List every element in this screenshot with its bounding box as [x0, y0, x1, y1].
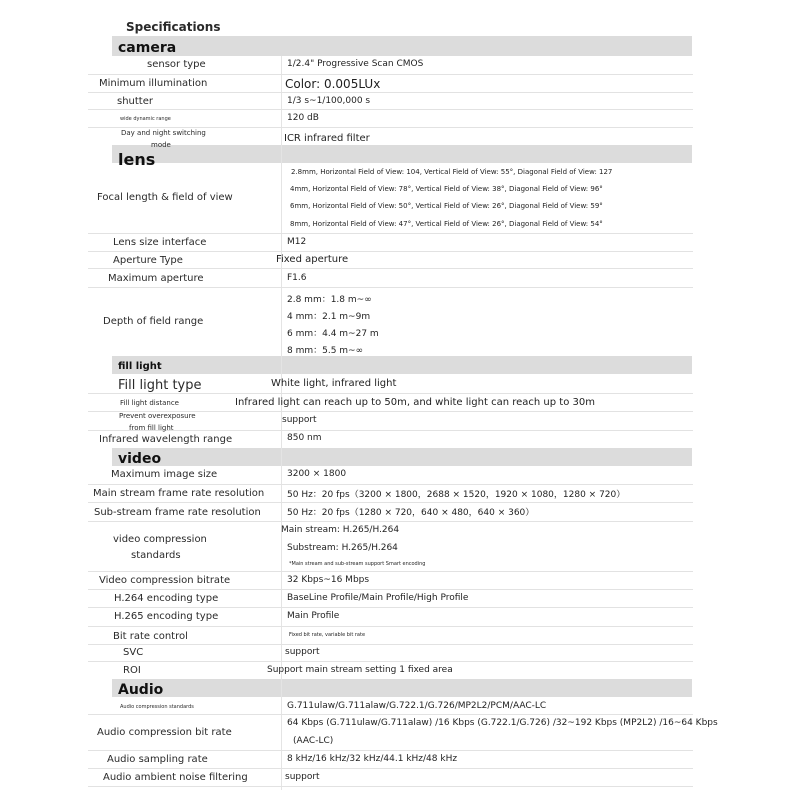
label-day-night-mode-1: Day and night switching: [121, 129, 206, 137]
row-divider: [88, 786, 693, 787]
label-roi: ROI: [123, 665, 141, 676]
value-compression-main: Main stream: H.265/H.264: [281, 525, 400, 535]
value-dof-6mm: 6 mm：4.4 m~27 m: [287, 329, 379, 339]
label-noise-filtering: Audio ambient noise filtering: [103, 772, 248, 783]
row-divider: [88, 589, 693, 590]
value-fill-light-type: White light, infrared light: [271, 378, 397, 389]
label-prevent-overexposure-2: from fill light: [129, 424, 174, 432]
value-prevent-overexposure: support: [282, 415, 317, 425]
value-main-stream-rate: 50 Hz：20 fps（3200 × 1800，2688 × 1520，1920 × 1080，1280 × 720）: [287, 490, 626, 500]
label-max-image-size: Maximum image size: [111, 469, 218, 480]
label-sensor-type: sensor type: [147, 59, 206, 70]
section-band-lens: [112, 145, 692, 163]
row-divider: [88, 251, 693, 252]
row-divider: [88, 268, 693, 269]
label-lens-interface: Lens size interface: [113, 237, 207, 248]
value-noise-filtering: support: [285, 772, 320, 782]
value-compression-note: *Main stream and sub-stream support Smart encoding: [289, 561, 426, 567]
section-audio: Audio: [118, 682, 164, 698]
row-divider: [88, 750, 693, 751]
row-divider: [88, 393, 693, 394]
value-focal-8mm: 8mm, Horizontal Field of View: 47°, Vertical Field of View: 26°, Diagonal Field of View: 54°: [290, 220, 603, 228]
value-sub-stream-rate: 50 Hz：20 fps（1280 × 720，640 × 480，640 × 360）: [287, 508, 535, 518]
value-compression-sub: Substream: H.265/H.264: [287, 543, 398, 553]
label-h264-type: H.264 encoding type: [114, 593, 219, 604]
value-min-illumination: Color: 0.005LUx: [285, 77, 381, 91]
label-prevent-overexposure-1: Prevent overexposure: [119, 412, 196, 420]
page-title: Specifications: [126, 20, 221, 34]
row-divider: [88, 109, 693, 110]
label-compression-standards-2: standards: [131, 550, 181, 561]
value-bit-rate-control: Fixed bit rate, variable bit rate: [289, 632, 366, 638]
section-band-camera: [112, 36, 692, 56]
label-infrared-wavelength: Infrared wavelength range: [99, 434, 233, 445]
value-focal-4mm: 4mm, Horizontal Field of View: 78°, Vertical Field of View: 38°, Diagonal Field of View: 96°: [290, 185, 603, 193]
value-dof-4mm: 4 mm：2.1 m~9m: [287, 312, 371, 322]
value-video-bitrate: 32 Kbps~16 Mbps: [287, 575, 370, 585]
label-audio-bitrate: Audio compression bit rate: [97, 727, 232, 738]
label-main-stream-rate: Main stream frame rate resolution: [93, 488, 265, 499]
label-shutter: shutter: [117, 96, 153, 107]
row-divider: [88, 127, 693, 128]
value-focal-6mm: 6mm, Horizontal Field of View: 50°, Vertical Field of View: 26°, Diagonal Field of View: 59°: [290, 202, 603, 210]
section-fill-light: fill light: [118, 361, 162, 372]
label-h265-type: H.265 encoding type: [114, 611, 219, 622]
row-divider: [88, 484, 693, 485]
label-bit-rate-control: Bit rate control: [113, 631, 188, 642]
section-band-audio: [112, 679, 692, 697]
label-aperture-type: Aperture Type: [113, 255, 183, 266]
row-divider: [88, 714, 693, 715]
row-divider: [88, 661, 693, 662]
label-sub-stream-rate: Sub-stream frame rate resolution: [94, 507, 261, 518]
section-band-video: [112, 448, 692, 466]
value-aperture-type: Fixed aperture: [276, 254, 349, 265]
value-wide-dynamic-range: 120 dB: [287, 113, 319, 123]
section-video: video: [118, 451, 162, 467]
section-camera: camera: [118, 40, 177, 56]
label-wide-dynamic-range: wide dynamic range: [120, 116, 171, 122]
label-compression-standards-1: video compression: [113, 534, 207, 545]
label-fill-light-distance: Fill light distance: [120, 399, 179, 407]
label-svc: SVC: [123, 647, 144, 658]
label-min-illumination: Minimum illumination: [99, 78, 208, 89]
value-dof-2-8mm: 2.8 mm：1.8 m~∞: [287, 295, 372, 305]
row-divider: [88, 92, 693, 93]
value-audio-standards: G.711ulaw/G.711alaw/G.722.1/G.726/MP2L2/PCM/AAC-LC: [287, 701, 547, 711]
row-divider: [88, 287, 693, 288]
value-max-image-size: 3200 × 1800: [287, 469, 347, 479]
label-depth-of-field: Depth of field range: [103, 316, 204, 327]
value-fill-light-distance: Infrared light can reach up to 50m, and white light can reach up to 30m: [235, 397, 595, 408]
value-max-aperture: F1.6: [287, 273, 307, 283]
value-h265-type: Main Profile: [287, 611, 340, 621]
label-audio-sampling: Audio sampling rate: [107, 754, 208, 765]
row-divider: [88, 74, 693, 75]
label-max-aperture: Maximum aperture: [108, 273, 204, 284]
row-divider: [88, 768, 693, 769]
value-dof-8mm: 8 mm：5.5 m~∞: [287, 346, 364, 356]
label-day-night-mode-2: mode: [151, 141, 171, 149]
value-audio-sampling: 8 kHz/16 kHz/32 kHz/44.1 kHz/48 kHz: [287, 754, 458, 764]
value-focal-2-8mm: 2.8mm, Horizontal Field of View: 104, Vertical Field of View: 55°, Diagonal Field of View: 127: [291, 168, 613, 176]
row-divider: [88, 521, 693, 522]
value-h264-type: BaseLine Profile/Main Profile/High Profile: [287, 593, 469, 603]
row-divider: [88, 644, 693, 645]
label-fill-light-type: Fill light type: [118, 378, 202, 393]
section-band-fill-light: [112, 356, 692, 374]
value-audio-bitrate-1: 64 Kbps (G.711ulaw/G.711alaw) /16 Kbps (G.722.1/G.726) /32~192 Kbps (MP2L2) /16~64 Kbps: [287, 718, 718, 728]
row-divider: [88, 626, 693, 627]
value-lens-interface: M12: [287, 237, 307, 247]
value-roi: Support main stream setting 1 fixed area: [267, 665, 453, 675]
label-focal-length: Focal length & field of view: [97, 192, 233, 203]
value-svc: support: [285, 647, 320, 657]
row-divider: [88, 233, 693, 234]
value-sensor-type: 1/2.4" Progressive Scan CMOS: [287, 59, 424, 69]
label-video-bitrate: Video compression bitrate: [99, 575, 231, 586]
value-audio-bitrate-2: (AAC-LC): [293, 736, 334, 746]
row-divider: [88, 571, 693, 572]
row-divider: [88, 502, 693, 503]
value-shutter: 1/3 s~1/100,000 s: [287, 96, 371, 106]
value-day-night-mode: ICR infrared filter: [284, 133, 370, 144]
value-infrared-wavelength: 850 nm: [287, 433, 322, 443]
row-divider: [88, 607, 693, 608]
label-audio-standards: Audio compression standards: [120, 704, 194, 710]
section-lens: lens: [118, 150, 156, 169]
row-divider: [88, 430, 693, 431]
